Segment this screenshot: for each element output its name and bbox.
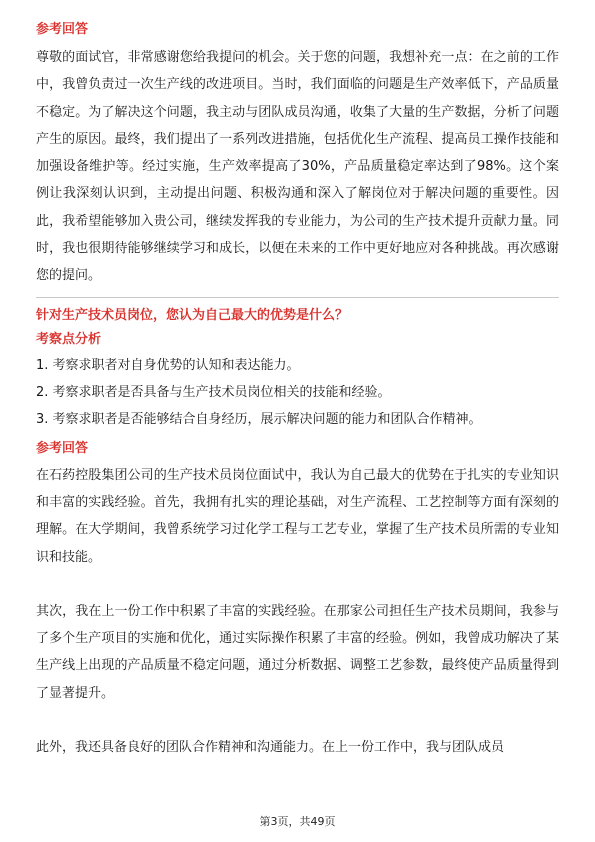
question-heading: 针对生产技术员岗位，您认为自己最大的优势是什么？ [36,307,349,323]
answer-label-1: 参考回答 [36,22,89,37]
page-content [36,20,559,761]
answer-paragraph-3: 其次，我在上一份工作中积累了丰富的实践经验。在那家公司担任生产技术员期间，我参与了多个生产项目的实施和优化，通过实际操作积累了丰富的经验。例如，我曾成功解决了某生产线上出现的产品质量不稳定问题，通过分析数据、调整工艺参数，最终使产品质量得到了显著提升。 [36,603,559,701]
answer-paragraph-1: 尊敬的面试官，非常感谢您给我提问的机会。关于您的问题，我想补充一点：在之前的工作中，我曾负责过一次生产线的改进项目。当时，我们面临的问题是生产效率低下，产品质量不稳定。为了解决这个问题，我主动与团队成员沟通，收集了大量的生产数据，分析了问题产生的原因。最终，我们提出了一系列改进措施，包括优化生产流程、提高员工操作技能和加强设备维护等。经过实施，生产效率提高了30%，产品质量稳定率达到了98%。这个案例让我深刻认识到，主动提出问题、积极沟通和深入了解岗位对于解决问题的重要性。因此，我希望能够加入贵公司，继续发挥我的专业能力，为公司的生产技术提升贡献力量。同时，我也很期待能够继续学习和成长，以便在未来的工作中更好地应对各种挑战。再次感谢您的提问。 [36,50,559,284]
analysis-list [36,352,559,433]
analysis-label: 考察点分析 [36,331,102,347]
answer-paragraph-4: 此外，我还具备良好的团队合作精神和沟通能力。在上一份工作中，我与团队成员 [36,740,505,756]
analysis-item-1: 1. 考察求职者对自身优势的认知和表达能力。 [36,357,300,373]
page-number-footer: 第3页，共49页 [259,815,336,828]
answer-paragraph-2: 在石药控股集团公司的生产技术员岗位面试中，我认为自己最大的优势在于扎实的专业知识和丰富的实践经验。首先，我拥有扎实的理论基础，对生产流程、工艺控制等方面有深刻的理解。在大学期间，我曾系统学习过化学工程与工艺专业，掌握了生产技术员所需的专业知识和技能。 [36,467,559,565]
section-divider [36,297,559,298]
analysis-item-2: 2. 考察求职者是否具备与生产技术员岗位相关的技能和经验。 [36,384,391,400]
answer-label-2: 参考回答 [36,440,89,456]
analysis-item-3: 3. 考察求职者是否能够结合自身经历，展示解决问题的能力和团队合作精神。 [36,411,482,427]
